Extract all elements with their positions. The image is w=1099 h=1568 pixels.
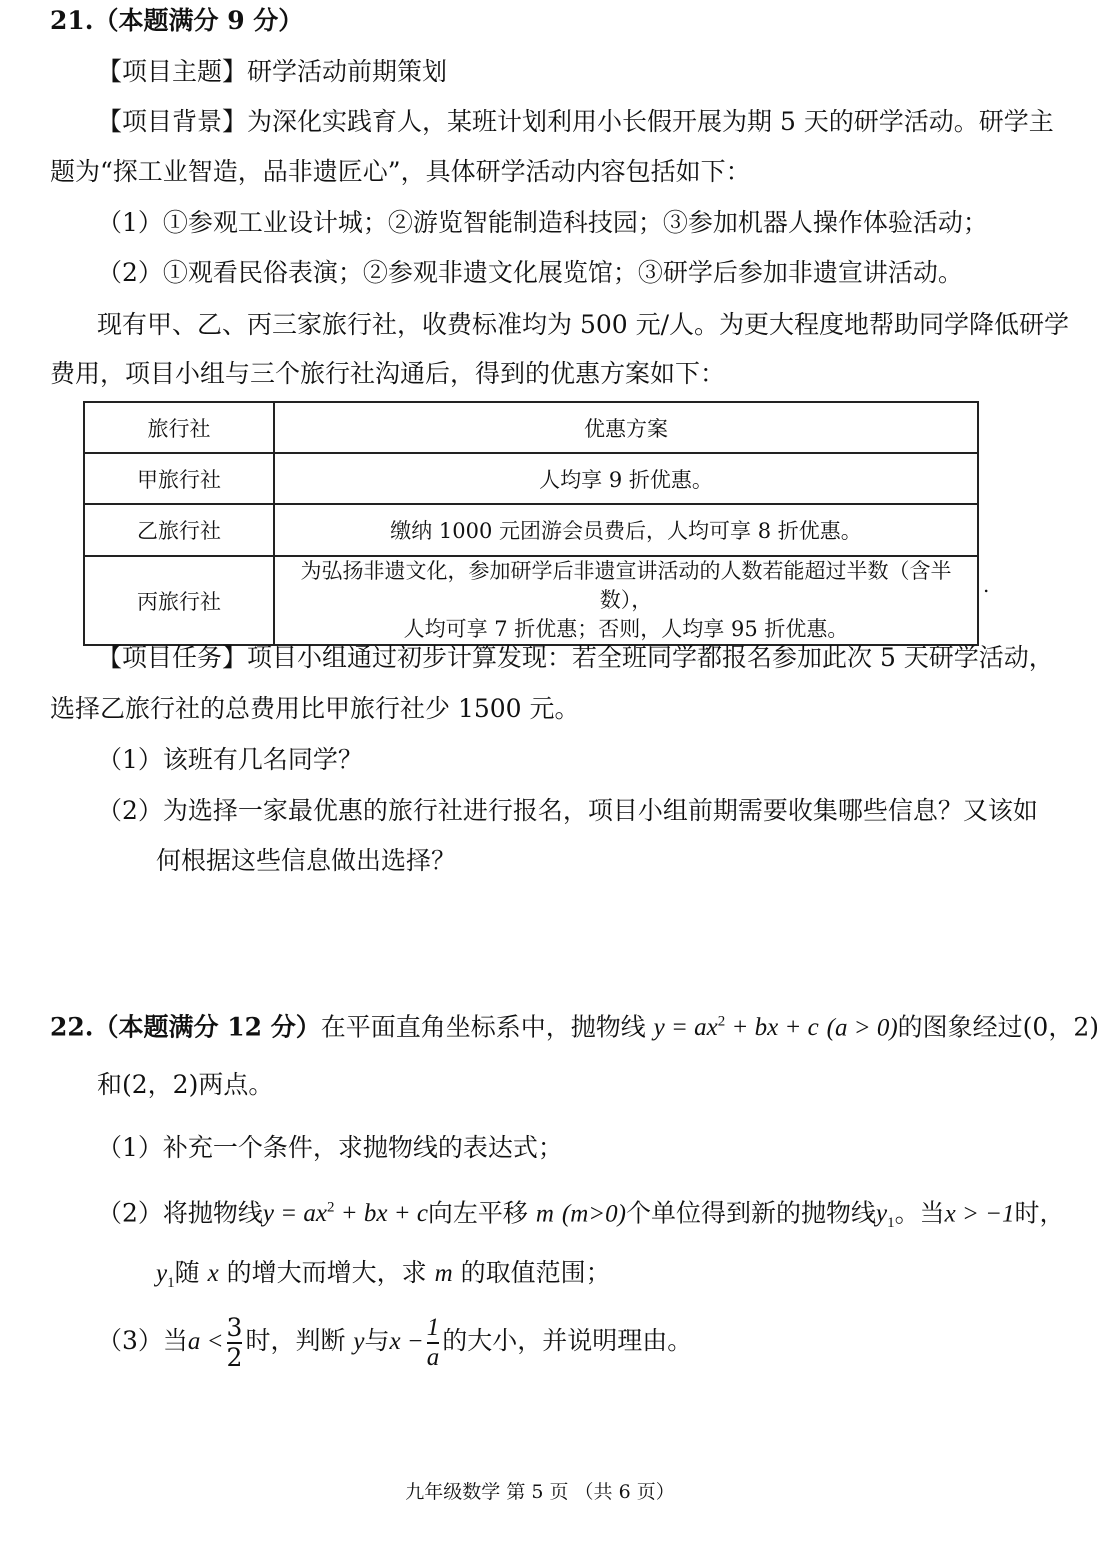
table-row bbox=[84, 504, 978, 556]
table-header-offer: 优惠方案 bbox=[274, 402, 978, 453]
variable-y: y bbox=[353, 1328, 365, 1355]
q21-task-line2: 选择乙旅行社的总费用比甲旅行社少 1500 元。 bbox=[50, 694, 580, 723]
offer-line: 为弘扬非遗文化，参加研学后非遗宣讲活动的人数若能超过半数（含半数）， bbox=[300, 559, 952, 612]
parabola-expression: $y = ax^2$ + bx + c bbox=[262, 1200, 428, 1228]
q22-header: 22.（本题满分 12 分） bbox=[50, 1012, 321, 1042]
q22-stem-text: 在平面直角坐标系中，抛物线 bbox=[320, 1012, 646, 1042]
table-cell-agency: 乙旅行社 bbox=[84, 504, 274, 556]
q22-stem-line1 bbox=[50, 1005, 1099, 1045]
table-header-agency: 旅行社 bbox=[84, 402, 274, 453]
table-row bbox=[84, 556, 978, 645]
point-2-2: (2，2) bbox=[122, 1070, 199, 1099]
condition-a-positive: (a > 0) bbox=[826, 1014, 898, 1042]
table-cell-agency: 甲旅行社 bbox=[84, 453, 274, 504]
q21-intro-line1: 现有甲、乙、丙三家旅行社，收费标准均为 500 元/人。为更大程度地帮助同学降低研学 bbox=[97, 310, 1070, 339]
offer-line: 人均可享 7 折优惠；否则，人均享 95 折优惠。 bbox=[403, 617, 849, 641]
table-row bbox=[84, 453, 978, 504]
q22-subquestion-3: （3）当a < $\frac{3}{2}$ 时，判断 y与x − $\frac{1}{a}$ 的大小，并说明理由。 bbox=[97, 1312, 693, 1372]
q21-subquestion-2-line1: （2）为选择一家最优惠的旅行社进行报名，项目小组前期需要收集哪些信息？又该如 bbox=[97, 796, 1038, 825]
table-margin-mark: . bbox=[983, 573, 990, 597]
variable-y1: $y_1$ bbox=[156, 1260, 175, 1291]
q22-stem-text: 的图象经过 bbox=[897, 1012, 1023, 1042]
expression-x-minus: x − bbox=[389, 1328, 424, 1355]
variable-x: x bbox=[207, 1260, 219, 1287]
q21-header: 21.（本题满分 9 分） bbox=[50, 6, 304, 35]
fraction-3-2: $\frac{3}{2}$ bbox=[226, 1312, 243, 1372]
q22-subquestion-2-line1: （2）将抛物线$y = ax^2$ + bx + c向左平移 m (m>0)个单位得到新的抛物线$y_1$。当x > −1时， bbox=[97, 1198, 1065, 1232]
page-footer: 九年级数学 第 5 页 （共 6 页） bbox=[405, 1481, 675, 1503]
table-cell-agency: 丙旅行社 bbox=[84, 556, 274, 645]
table-cell-offer: 人均享 9 折优惠。 bbox=[274, 453, 978, 504]
q21-background-line2: 题为“探工业智造，品非遗匠心”，具体研学活动内容包括如下： bbox=[50, 157, 751, 186]
q22-subquestion-2-line2: $y_1$随 x 的增大而增大，求 m 的取值范围； bbox=[156, 1258, 611, 1291]
table-cell-offer bbox=[274, 556, 978, 645]
q21-theme: 【项目主题】研学活动前期策划 bbox=[97, 57, 448, 86]
q22-stem-text: 两点。 bbox=[198, 1070, 274, 1099]
variable-y1: $y_1$ bbox=[876, 1200, 895, 1232]
discount-table bbox=[83, 401, 979, 646]
q21-intro-line2: 费用，项目小组与三个旅行社沟通后，得到的优惠方案如下： bbox=[50, 359, 726, 388]
q21-task-line1: 【项目任务】项目小组通过初步计算发现：若全班同学都报名参加此次 5 天研学活动， bbox=[97, 643, 1054, 672]
q21-subquestion-2-line2: 何根据这些信息做出选择？ bbox=[156, 846, 457, 875]
q22-stem-line2 bbox=[97, 1068, 273, 1102]
q21-background-line1: 【项目背景】为深化实践育人，某班计划利用小长假开展为期 5 天的研学活动。研学主 bbox=[97, 107, 1054, 136]
fraction-1-a: $\frac{1}{a}$ bbox=[426, 1313, 440, 1371]
q21-activity-2: （2）①观看民俗表演；②参观非遗文化展览馆；③研学后参加非遗宣讲活动。 bbox=[97, 258, 963, 287]
table-cell-offer: 缴纳 1000 元团游会员费后，人均可享 8 折优惠。 bbox=[274, 504, 978, 556]
variable-m: m bbox=[434, 1260, 453, 1287]
variable-m: m bbox=[535, 1200, 554, 1228]
q22-stem-text: 和 bbox=[97, 1070, 123, 1099]
condition-x: x > −1 bbox=[944, 1200, 1015, 1228]
condition-a-less: a < bbox=[187, 1328, 224, 1355]
condition-m-positive: (m>0) bbox=[561, 1200, 626, 1228]
q21-subquestion-1: （1）该班有几名同学？ bbox=[97, 745, 363, 774]
point-0-2: (0，2) bbox=[1022, 1012, 1099, 1042]
table-header-row bbox=[84, 402, 978, 453]
q21-activity-1: （1）①参观工业设计城；②游览智能制造科技园；③参加机器人操作体验活动； bbox=[97, 208, 988, 237]
q22-subquestion-1: （1）补充一个条件，求抛物线的表达式； bbox=[97, 1133, 563, 1162]
parabola-expression: $y = ax^2$ + bx + c bbox=[653, 1014, 819, 1042]
